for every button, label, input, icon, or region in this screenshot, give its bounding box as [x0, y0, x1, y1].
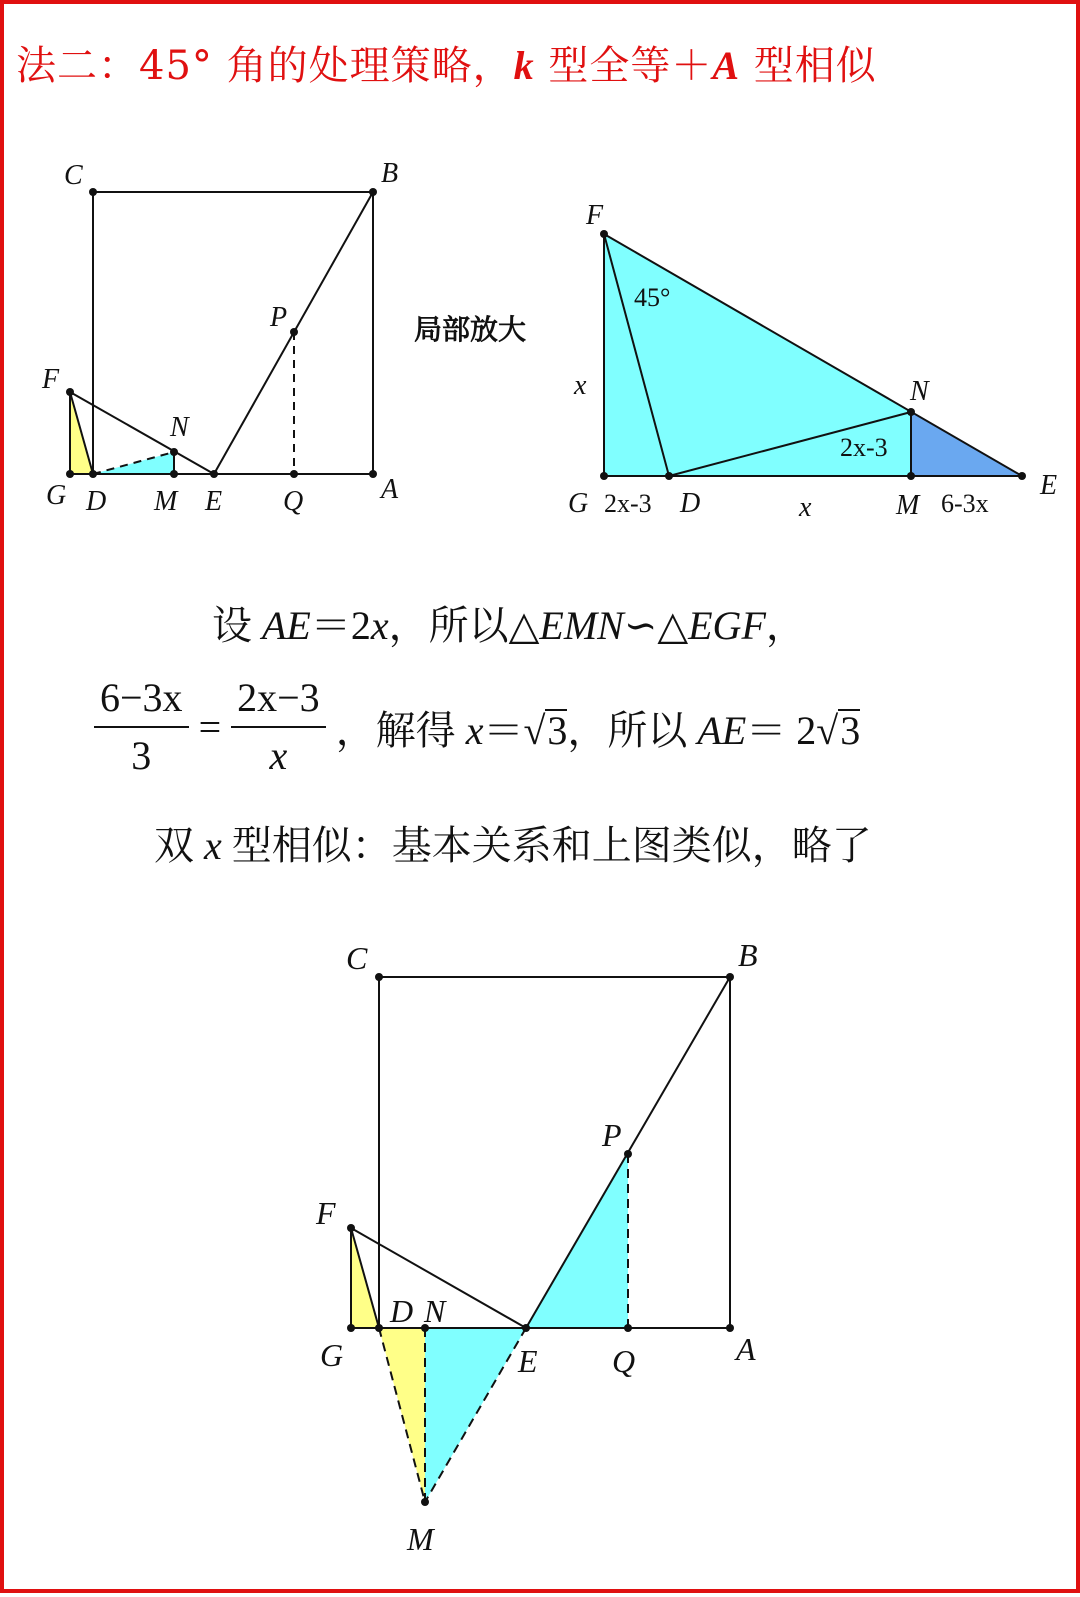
eq1-eq: ＝2: [310, 603, 371, 648]
radicand-1: 3: [547, 707, 568, 753]
fig1-label-f: F: [42, 364, 60, 395]
eq1-mid: ，所以△: [388, 603, 540, 648]
fig3-label-e: E: [518, 1343, 538, 1379]
eq1-ae: AE: [262, 603, 311, 648]
fig2-len-2x3-bottom: 2x-3: [604, 489, 652, 518]
fig2-angle-label: 45°: [634, 283, 671, 312]
fig3-label-b: B: [738, 937, 758, 973]
fig2-label-n: N: [910, 376, 929, 407]
figure-2: [600, 230, 1026, 480]
frac-left-denominator: 3: [131, 733, 152, 778]
eq2-eq: ＝: [483, 707, 524, 753]
eq2-rest: [336, 708, 861, 753]
fig3-label-q: Q: [612, 1343, 636, 1379]
line3-pre: 双: [154, 823, 204, 868]
fig3-label-m: M: [407, 1521, 434, 1557]
fig2-label-x-bottom: x: [799, 492, 812, 523]
equation-line-1: [212, 594, 806, 651]
fraction-left: [94, 670, 189, 784]
fig3-label-d: D: [390, 1293, 414, 1329]
frac-left-numerator: 6−3x: [94, 670, 189, 728]
eq1-emn: EMN: [539, 603, 624, 648]
eq1-x: x: [370, 603, 389, 648]
fig1-label-q: Q: [283, 486, 304, 517]
fig1-label-n: N: [170, 412, 189, 443]
fig3-label-n: N: [424, 1293, 446, 1329]
fig1-label-d: D: [86, 486, 107, 517]
sqrt-symbol-2: √: [816, 707, 839, 753]
title-part-2: 型全等＋: [534, 43, 713, 89]
fig1-label-g: G: [46, 480, 67, 511]
fig1-shapes: [66, 188, 377, 478]
zoom-label: 局部放大: [414, 313, 527, 346]
fig1-label-c: C: [64, 160, 83, 191]
fig2-len-63x: 6-3x: [941, 489, 989, 518]
title-k: k: [513, 43, 535, 88]
fig3-label-p: P: [602, 1117, 622, 1153]
figure-1: [4, 4, 1080, 1597]
fig3-label-c: C: [346, 940, 368, 976]
fig2-len-2x3-top: 2x-3: [840, 433, 888, 462]
fig3-label-g: G: [320, 1337, 344, 1373]
eq2-ae: AE: [697, 707, 747, 753]
eq2-so: ，所以: [567, 707, 698, 753]
title-part-1: 法二：45° 角的处理策略，: [16, 43, 514, 89]
fraction-right: [231, 670, 326, 784]
eq1-post: ，: [765, 603, 806, 648]
figure-3: [347, 973, 734, 1506]
fig1-label-b: B: [381, 158, 399, 189]
frac-right-denominator: x: [269, 733, 288, 778]
frac-right-numerator: 2x−3: [231, 670, 326, 728]
eq1-pre: 设: [212, 603, 262, 648]
frac-equals: =: [198, 704, 222, 750]
equation-line-2: [94, 670, 860, 784]
title-part-3: 型相似: [740, 43, 877, 89]
fig1-square: [93, 192, 373, 474]
fig1-label-e: E: [205, 486, 223, 517]
fig1-label-p: P: [270, 302, 288, 333]
fig2-label-d: D: [680, 488, 701, 519]
eq1-egf: EGF: [688, 603, 766, 648]
line3-x: x: [204, 823, 222, 868]
eq2-mid: ，解得: [335, 707, 466, 753]
fig2-label-e: E: [1040, 470, 1058, 501]
fig1-label-a: A: [381, 474, 399, 505]
eq2-x: x: [465, 707, 484, 753]
title-a: A: [712, 43, 741, 88]
fig2-label-g: G: [568, 488, 589, 519]
line3-post: 型相似：基本关系和上图类似，略了: [221, 823, 872, 868]
fig3-square: [379, 977, 730, 1328]
fig2-label-m: M: [896, 490, 920, 521]
radicand-2: 3: [840, 707, 861, 753]
fig3-label-f: F: [316, 1195, 336, 1231]
fig2-label-x-left: x: [574, 370, 587, 401]
eq2-eq2: ＝ 2: [746, 707, 817, 753]
text-line-3: [154, 814, 872, 871]
fig3-label-a: A: [736, 1331, 756, 1367]
sqrt-symbol-1: √: [523, 707, 546, 753]
fig2-label-f: F: [586, 200, 604, 231]
eq1-sim: ∽△: [623, 603, 689, 648]
fig1-points: [66, 188, 377, 478]
fig1-label-m: M: [154, 486, 178, 517]
